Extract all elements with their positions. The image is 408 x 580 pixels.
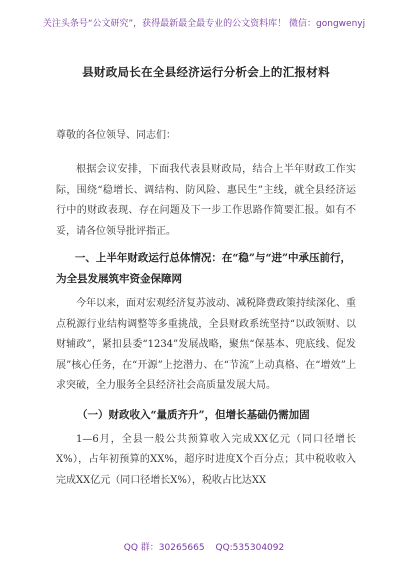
section-heading-1: 一、上半年财政运行总体情况：在“稳”与“进”中承压前行，为全县发展筑牢资金保障网 <box>56 252 352 285</box>
document-body <box>56 52 356 491</box>
subsection-heading-1: （一）财政收入“量质齐升”，但增长基础仍需加固 <box>77 408 310 421</box>
footer-contact <box>0 540 408 553</box>
top-banner: 关注头条号“公文研究”，获得最新最全最专业的公文资料库！ 微信：gongwenyj <box>42 19 366 29</box>
salutation: 尊敬的各位领导、同志们： <box>56 130 176 141</box>
document-title: 县财政局长在全县经济运行分析会上的汇报材料 <box>82 65 330 79</box>
footer-qq-number: QQ:535304092 <box>215 543 285 553</box>
subsection-paragraph-1: 1—6月，全县一般公共预算收入完成XX亿元（同口径增长X%），占年初预算的XX%，超序时进度X个百分点；其中税收收入完成XX亿元（同口径增长X%），税收占比达XX <box>56 433 356 486</box>
footer-qq-group: QQ 群：30265665 <box>123 543 205 553</box>
intro-paragraph: 根据会议安排，下面我代表县财政局，结合上半年财政工作实际，围绕“稳增长、调结构、防风险、惠民生”主线，就全县经济运行中的财政表现、存在问题及下一步工作思路作简要汇报。如有不妥，请各位领导批评指正。 <box>56 164 356 237</box>
section-paragraph-1: 今年以来，面对宏观经济复苏波动、减税降费政策持续深化、重点税源行业结构调整等多重挑战，全县财政系统坚持“以政领财、以财辅政”，紧扣县委“1234”发展战略，聚焦“保基本、兜底线、促发展”核心任务，在“开源”上挖潜力、在“节流”上动真格、在“增效”上求突破，全力服务全县经济社会高质量发展大局。 <box>56 298 356 391</box>
